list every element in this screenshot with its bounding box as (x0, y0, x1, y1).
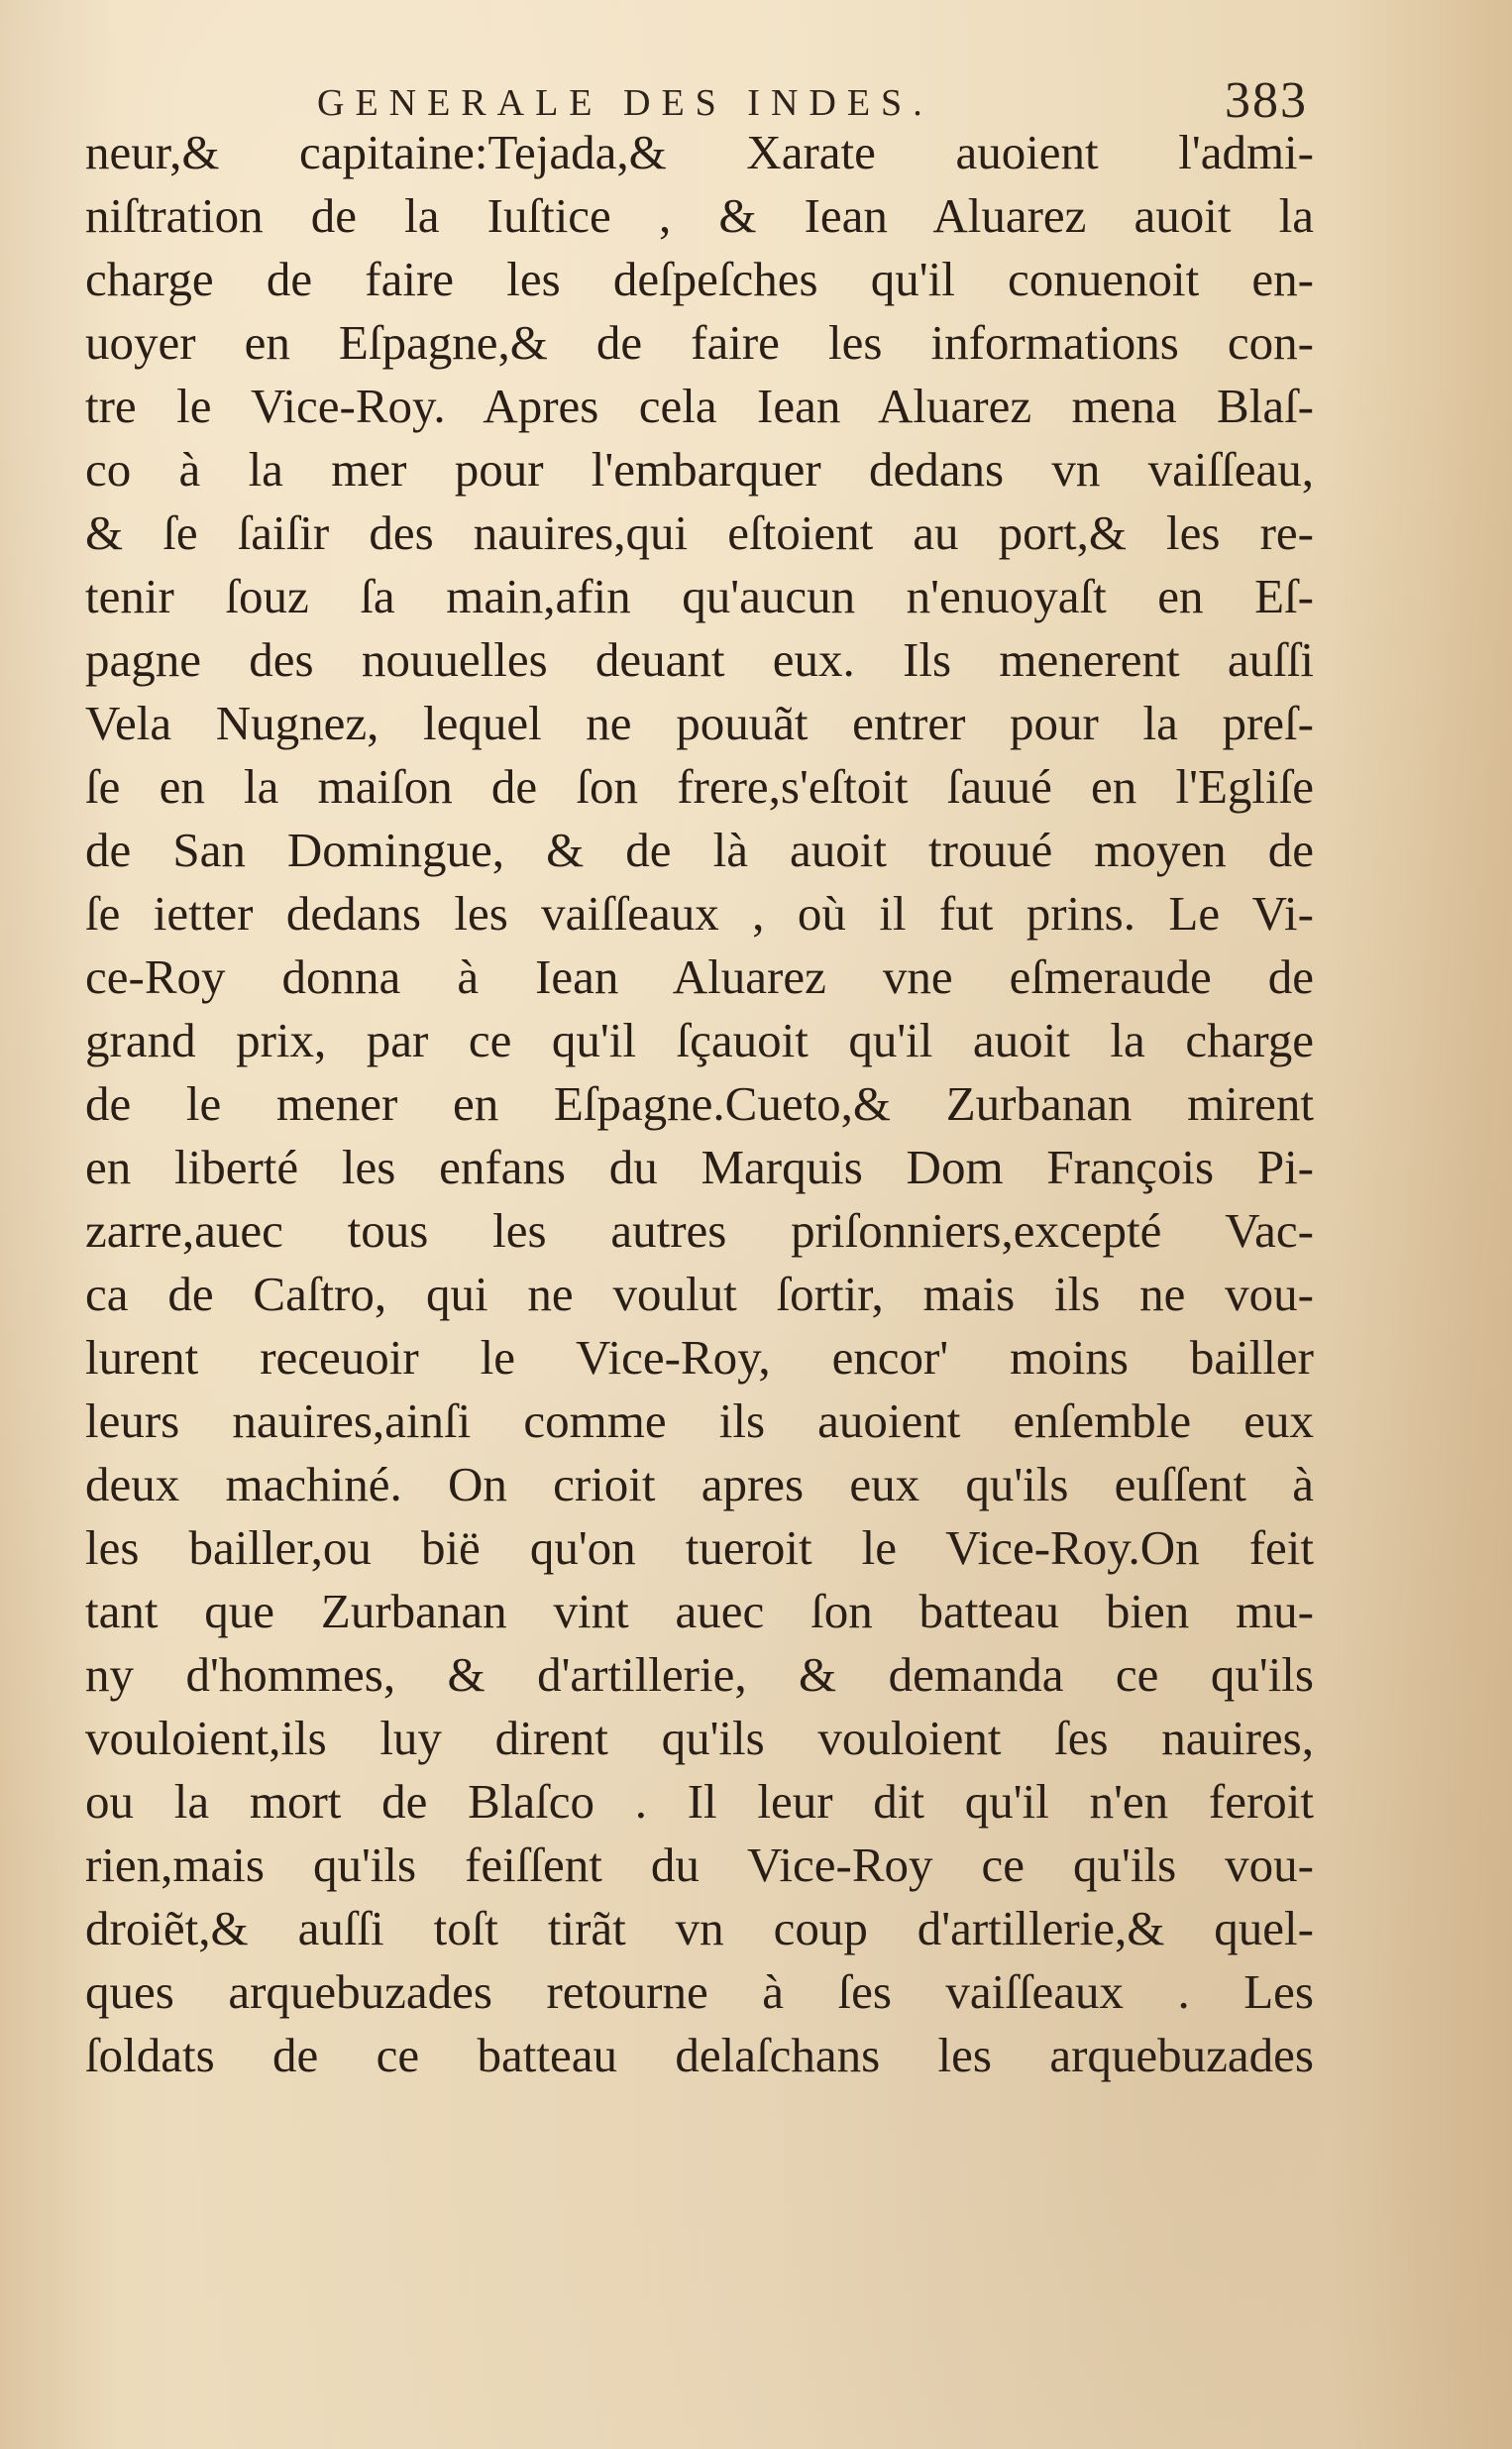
text-line: rien,mais qu'ils feiſſent du Vice-Roy ce qu'ils vou- (85, 1837, 1314, 1892)
text-line: Vela Nugnez, lequel ne pouuãt entrer pour la preſ- (85, 696, 1314, 750)
running-title: GENERALE DES INDES. (317, 82, 933, 124)
text-line: ques arquebuzades retourne à ſes vaiſſeaux . Les (85, 1964, 1314, 2019)
text-line: ou la mort de Blaſco . Il leur dit qu'il n'en feroit (85, 1774, 1314, 1829)
text-line: ſe ietter dedans les vaiſſeaux , où il fut prins. Le Vi- (85, 886, 1314, 941)
text-line: neur,& capitaine:Tejada,& Xarate auoient l'admi- (85, 125, 1314, 179)
text-line: vouloient,ils luy dirent qu'ils vouloient ſes nauires, (85, 1711, 1314, 1765)
text-line: ny d'hommes, & d'artillerie, & demanda ce qu'ils (85, 1647, 1314, 1702)
text-line: deux machiné. On crioit apres eux qu'ils euſſent à (85, 1457, 1314, 1511)
text-line: les bailler,ou bië qu'on tueroit le Vice-Roy.On feit (85, 1520, 1314, 1575)
text-line: charge de faire les deſpeſches qu'il conuenoit en- (85, 252, 1314, 306)
text-line: ſoldats de ce batteau delaſchans les arquebuzades (85, 2028, 1314, 2082)
text-line: grand prix, par ce qu'il ſçauoit qu'il auoit la charge (85, 1013, 1314, 1067)
text-line: uoyer en Eſpagne,& de faire les informations con- (85, 315, 1314, 370)
text-line: niſtration de la Iuſtice , & Iean Aluarez auoit la (85, 188, 1314, 243)
text-line: tant que Zurbanan vint auec ſon batteau bien mu- (85, 1584, 1314, 1638)
text-line: zarre,auec tous les autres priſonniers,excepté Vac- (85, 1203, 1314, 1258)
text-line: pagne des nouuelles deuant eux. Ils menerent auſſi (85, 632, 1314, 687)
text-line: co à la mer pour l'embarquer dedans vn vaiſſeau, (85, 442, 1314, 497)
text-line: de San Domingue, & de là auoit trouué moyen de (85, 823, 1314, 877)
text-line: lurent receuoir le Vice-Roy, encor' moins bailler (85, 1330, 1314, 1385)
text-line: tre le Vice-Roy. Apres cela Iean Aluarez mena Blaſ- (85, 379, 1314, 433)
text-line: droiẽt,& auſſi toſt tirãt vn coup d'artillerie,& quel- (85, 1901, 1314, 1955)
text-line: en liberté les enfans du Marquis Dom François Pi- (85, 1140, 1314, 1194)
page-number: 383 (1225, 72, 1308, 129)
text-line: tenir ſouz ſa main,afin qu'aucun n'enuoyaſt en Eſ- (85, 569, 1314, 623)
text-line: de le mener en Eſpagne.Cueto,& Zurbanan mirent (85, 1076, 1314, 1131)
text-line: ca de Caſtro, qui ne voulut ſortir, mais ils ne vou- (85, 1267, 1314, 1321)
text-line: & ſe ſaiſir des nauires,qui eſtoient au port,& les re- (85, 505, 1314, 560)
text-block (85, 121, 1314, 2087)
text-line: ſe en la maiſon de ſon frere,s'eſtoit ſauué en l'Egliſe (85, 759, 1314, 814)
text-line: ce-Roy donna à Iean Aluarez vne eſmeraude de (85, 949, 1314, 1004)
text-line: leurs nauires,ainſi comme ils auoient enſemble eux (85, 1393, 1314, 1448)
